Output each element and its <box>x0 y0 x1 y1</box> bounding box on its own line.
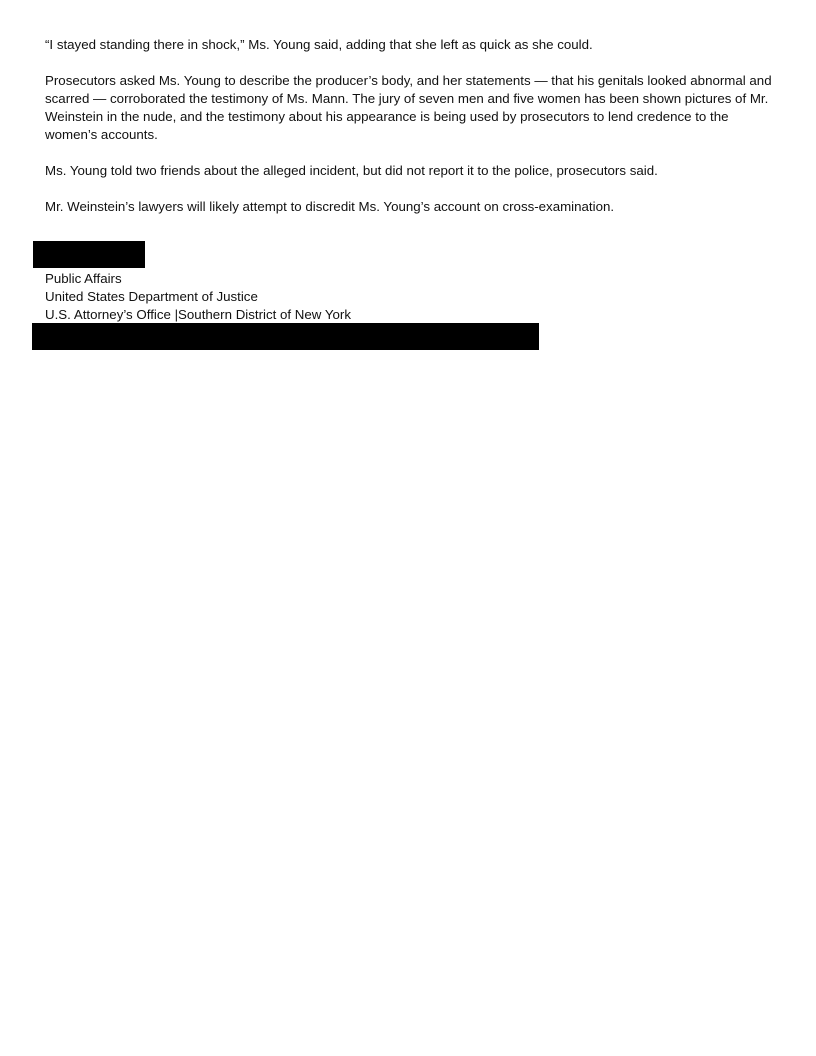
signature-office: U.S. Attorney’s Office |Southern District of New York <box>45 307 351 322</box>
signature-agency: United States Department of Justice <box>45 289 258 304</box>
paragraph-told-friends: Ms. Young told two friends about the alleged incident, but did not report it to the police, prosecutors said. <box>45 163 658 178</box>
paragraph-shock-quote: “I stayed standing there in shock,” Ms. Young said, adding that she left as quick as she could. <box>45 37 593 52</box>
signature-department: Public Affairs <box>45 271 122 286</box>
redaction-bar-name <box>33 241 145 268</box>
paragraph-cross-examination: Mr. Weinstein’s lawyers will likely attempt to discredit Ms. Young’s account on cross-examination. <box>45 199 615 214</box>
paragraph-prosecutors-description: Prosecutors asked Ms. Young to describe the producer’s body, and her statements — that his genitals looked abnormal and scarred — corroborated the testimony of Ms. Mann. The jury of seven men and five women has been shown pictures of Mr. Weinstein in the nude, and the testimony about his appearance is being used by prosecutors to lend credence to the women’s accounts. <box>45 73 772 142</box>
redaction-bar-contact <box>32 323 539 350</box>
signature-block <box>45 270 351 324</box>
email-body <box>45 36 775 234</box>
